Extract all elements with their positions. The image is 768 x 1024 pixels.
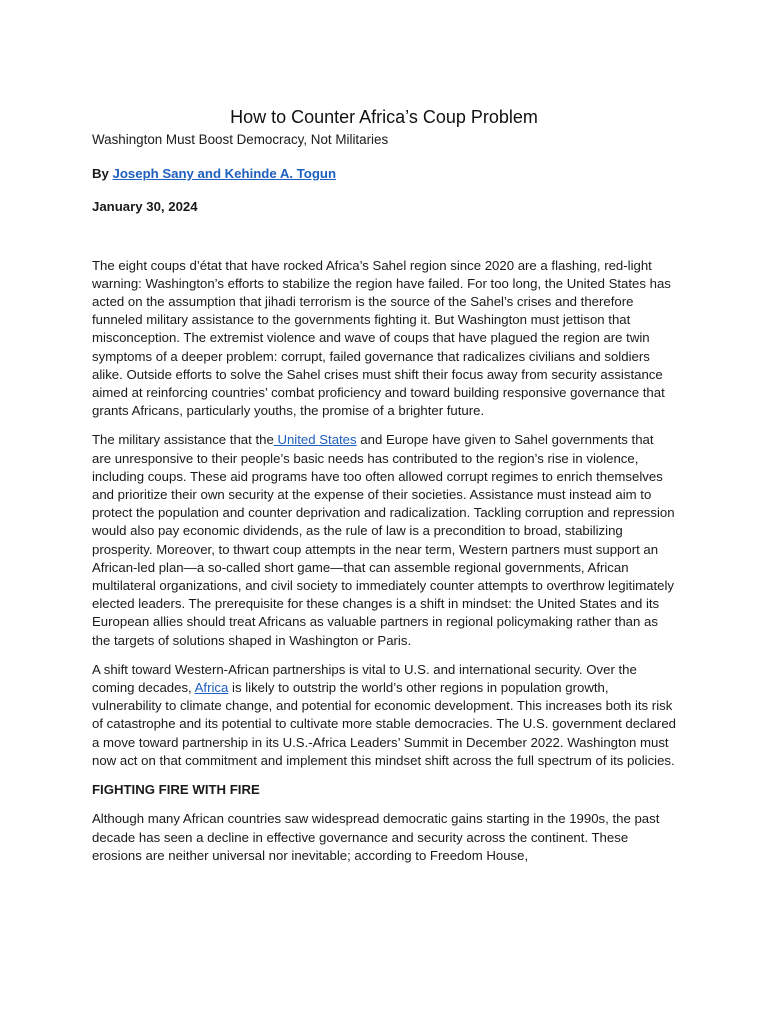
paragraph-3-text-b: is likely to outstrip the world’s other regions in population growth, vulnerability to climate change, and potential for economic development. This increases both its risk of catastrophe and its potential to cultivate more stable democracies. The U.S. government declared a move toward partnership in its U.S.-Africa Leaders’ Summit in December 2022. Washington must now act on that commitment and implement this mindset shift across the full spectrum of its policies. <box>92 680 676 768</box>
united-states-link[interactable]: United States <box>273 432 357 448</box>
paragraph-1: The eight coups d’état that have rocked Africa’s Sahel region since 2020 are a flashing, red-light warning: Washington’s efforts to stabilize the region have failed. For too long, the United States has acted on the assumption that jihadi terrorism is the source of the Sahel’s crises and therefore funneled military assistance to the governments fighting it. But Washington must jettison that misconception. The extremist violence and wave of coups that have plagued the region are twin symptoms of a deeper problem: corrupt, failed governance that radicalizes civilians and soldiers alike. Outside efforts to solve the Sahel crises must shift their focus away from security assistance aimed at reinforcing countries’ combat proficiency and toward building responsive governance that grants Africans, particularly youths, the promise of a brighter future. <box>92 257 671 419</box>
africa-link[interactable]: Africa <box>194 680 229 696</box>
paragraph-2-text-a: The military assistance that the <box>92 432 274 448</box>
article-title: How to Counter Africa’s Coup Problem <box>230 107 538 127</box>
article-subtitle: Washington Must Boost Democracy, Not Militaries <box>92 132 389 147</box>
paragraph-3-text-a: A shift toward Western-African partnerships is vital to U.S. and international security. Over the coming decades, <box>92 661 637 696</box>
byline-prefix: By <box>92 166 113 182</box>
paragraph-4: Although many African countries saw widespread democratic gains starting in the 1990s, the past decade has seen a decline in effective governance and security across the continent. These erosions are neither universal nor inevitable; according to Freedom House, <box>92 811 660 863</box>
paragraph-3 <box>92 661 676 770</box>
section-heading: FIGHTING FIRE WITH FIRE <box>92 782 260 798</box>
authors-link[interactable]: Joseph Sany and Kehinde A. Togun <box>112 166 337 182</box>
paragraph-2 <box>92 431 676 649</box>
article-body <box>92 106 676 876</box>
publication-date: January 30, 2024 <box>92 199 198 215</box>
byline <box>92 165 676 183</box>
paragraph-2-text-b: and Europe have given to Sahel governments that are unresponsive to their people’s basic needs has contributed to the region’s rise in violence, including coups. These aid programs have too often allowed corrupt regimes to enrich themselves and prioritize their own security at the expense of their societies. Assistance must instead aim to protect the population and counter deprivation and radicalization. Tackling corruption and repression would also pay economic dividends, as the rule of law is a precondition to broad, stabilizing prosperity. Moreover, to thwart coup attempts in the near term, Western partners must support an African-led plan—a so-called short game—that can assemble regional governments, African multilateral organizations, and civil society to immediately counter attempts to overthrow legitimately elected leaders. The prerequisite for these changes is a shift in mindset: the United States and its European allies should treat Africans as valuable partners in regional policymaking rather than as the targets of solutions shaped in Washington or Paris. <box>92 432 675 648</box>
